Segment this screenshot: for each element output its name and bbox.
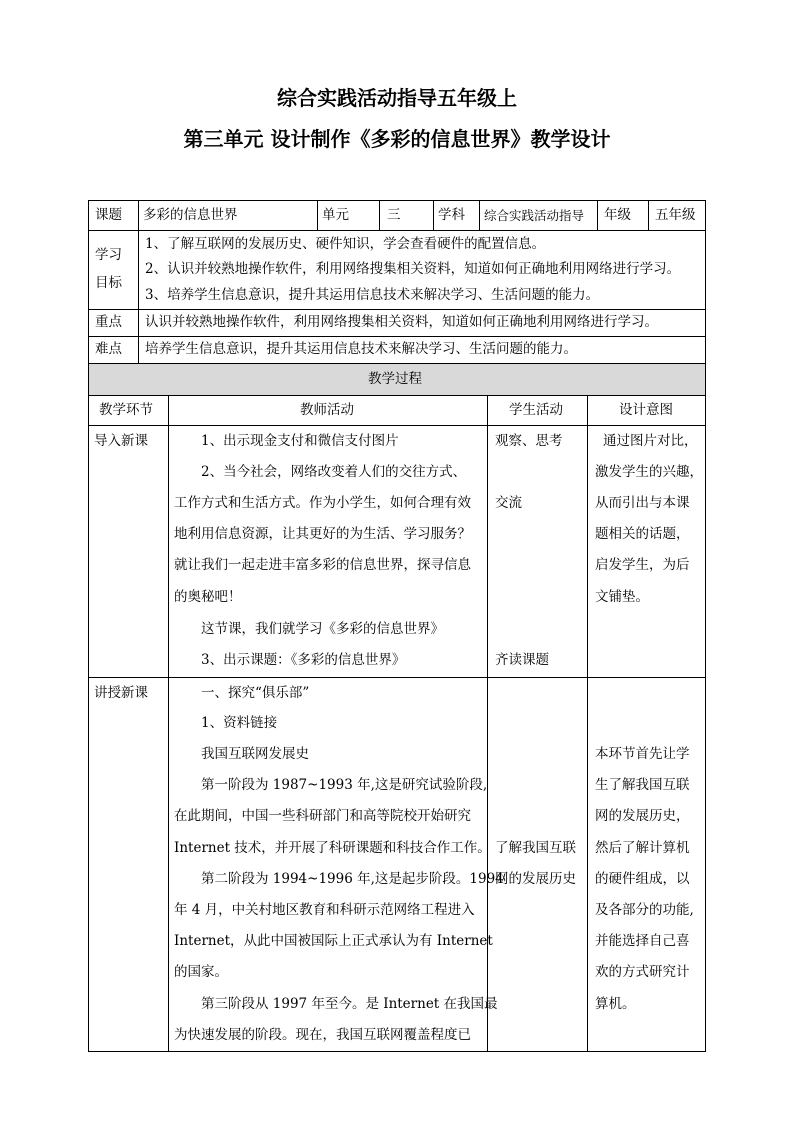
lecture-teacher-line: 年 4 月，中关村地区教育和科研示范网络工程进入 <box>174 902 475 918</box>
intro-intent-line: 题相关的话题， <box>595 526 690 542</box>
difficulty-text: 培养学生信息意识，提升其运用信息技术来解决学习、生活问题的能力。 <box>145 341 577 357</box>
table-rule <box>138 200 139 363</box>
lecture-teacher-line: 一、探究“俱乐部” <box>201 685 310 701</box>
unit-value: 三 <box>387 207 401 223</box>
intro-teacher-line: 3、出示课题：《多彩的信息世界》 <box>201 652 406 668</box>
lecture-teacher-line: 第三阶段从 1997 年至今。是 Internet 在我国最 <box>201 996 498 1012</box>
lecture-intent-line: 并能选择自己喜 <box>595 933 690 949</box>
intro-teacher-line: 1、出示现金支付和微信支付图片 <box>201 433 399 449</box>
intro-student-line: 齐读课题 <box>495 652 549 668</box>
intro-teacher-line: 工作方式和生活方式。作为小学生，如何合理有效 <box>174 495 471 511</box>
table-rule <box>597 200 598 230</box>
lecture-teacher-line: 第一阶段为 1987~1993 年,这是研究试验阶段, <box>201 777 488 793</box>
lecture-teacher-line: 第二阶段为 1994~1996 年,这是起步阶段。1994 <box>201 871 504 887</box>
topic-label: 课题 <box>95 207 122 223</box>
stage-lecture: 讲授新课 <box>94 685 148 701</box>
lecture-intent-line: 的硬件组成，以 <box>595 871 690 887</box>
subject-label: 学科 <box>438 207 465 223</box>
key-point-text: 认识并较熟地操作软件，利用网络搜集相关资料，知道如何正确地利用网络进行学习。 <box>145 314 658 330</box>
intro-intent-line: 通过图片对比， <box>603 433 698 449</box>
unit-label: 单元 <box>322 207 349 223</box>
intro-intent-line: 从而引出与本课 <box>595 495 690 511</box>
intro-intent-line: 激发学生的兴趣， <box>595 464 703 480</box>
lecture-teacher-line: 的国家。 <box>174 964 228 980</box>
table-rule <box>317 200 318 230</box>
goal-item: 3、培养学生信息意识，提升其运用信息技术来解决学习、生活问题的能力。 <box>145 287 600 303</box>
table-border-right <box>705 200 706 1052</box>
table-rule <box>587 395 588 1052</box>
table-rule <box>88 363 706 364</box>
lecture-teacher-line: 在此期间，中国一些科研部门和高等院校开始研究 <box>174 808 471 824</box>
lecture-intent-line: 网的发展历史， <box>595 808 690 824</box>
column-header-intent: 设计意图 <box>619 402 673 418</box>
process-header: 教学过程 <box>368 371 422 387</box>
topic-value: 多彩的信息世界 <box>143 207 238 223</box>
intro-intent-line: 文铺垫。 <box>595 589 649 605</box>
difficulty-label: 难点 <box>95 341 122 357</box>
table-rule <box>88 425 706 426</box>
table-border-left <box>88 200 89 1052</box>
grade-value: 五年级 <box>655 207 696 223</box>
intro-teacher-line: 2、当今社会，网络改变着人们的交往方式、 <box>201 464 467 480</box>
lecture-intent-line: 生了解我国互联 <box>595 777 690 793</box>
table-rule <box>379 200 380 230</box>
table-rule <box>88 395 706 396</box>
intro-teacher-line: 这节课，我们就学习《多彩的信息世界》 <box>201 621 444 637</box>
table-rule <box>88 677 706 678</box>
lecture-intent-line: 欢的方式研究计 <box>595 964 690 980</box>
table-rule <box>433 200 434 230</box>
intro-student-line: 交流 <box>495 495 522 511</box>
document-subtitle: 第三单元 设计制作《多彩的信息世界》教学设计 <box>183 127 611 151</box>
stage-intro: 导入新课 <box>94 433 148 449</box>
goals-label-line2: 目标 <box>95 275 122 291</box>
table-rule <box>479 200 480 230</box>
lecture-teacher-line: Internet，从此中国被国际上正式承认为有 Internet <box>174 933 493 949</box>
lecture-student-line: 网的发展历史 <box>495 871 576 887</box>
lecture-intent-line: 及各部分的功能, <box>595 902 694 918</box>
lecture-student-line: 了解我国互联 <box>495 840 576 856</box>
subject-value: 综合实践活动指导 <box>484 208 585 223</box>
intro-student-line: 观察、思考 <box>495 433 563 449</box>
table-rule <box>88 336 706 337</box>
table-border-top <box>88 200 706 201</box>
goal-item: 1、了解互联网的发展历史、硬件知识，学会查看硬件的配置信息。 <box>145 236 546 252</box>
document-title: 综合实践活动指导五年级上 <box>277 86 517 110</box>
goal-item: 2、认识并较熟地操作软件，利用网络搜集相关资料，知道如何正确地利用网络进行学习。 <box>145 261 681 277</box>
table-rule <box>648 200 649 230</box>
lecture-teacher-line: 为快速发展的阶段。现在，我国互联网覆盖程度已 <box>174 1027 471 1043</box>
table-rule <box>88 230 706 231</box>
table-rule <box>88 309 706 310</box>
column-header-student: 学生活动 <box>509 402 563 418</box>
column-header-stage: 教学环节 <box>99 402 153 418</box>
table-border-bottom <box>88 1051 706 1052</box>
table-rule <box>487 395 488 1052</box>
goals-label-line1: 学习 <box>95 247 122 263</box>
lecture-teacher-line: 我国互联网发展史 <box>201 746 309 762</box>
lecture-intent-line: 然后了解计算机 <box>595 840 690 856</box>
table-rule <box>168 395 169 1052</box>
key-point-label: 重点 <box>95 314 122 330</box>
grade-label: 年级 <box>604 207 631 223</box>
intro-teacher-line: 就让我们一起走进丰富多彩的信息世界，探寻信息 <box>174 557 471 573</box>
lecture-intent-line: 本环节首先让学 <box>595 746 690 762</box>
intro-teacher-line: 的奥秘吧！ <box>174 589 242 605</box>
column-header-teacher: 教师活动 <box>300 402 354 418</box>
intro-teacher-line: 地利用信息资源，让其更好的为生活、学习服务？ <box>174 526 471 542</box>
lecture-intent-line: 算机。 <box>595 996 636 1012</box>
lecture-teacher-line: Internet 技术，并开展了科研课题和科技合作工作。 <box>174 840 491 856</box>
lecture-teacher-line: 1、资料链接 <box>201 715 278 731</box>
intro-intent-line: 启发学生，为后 <box>595 557 690 573</box>
